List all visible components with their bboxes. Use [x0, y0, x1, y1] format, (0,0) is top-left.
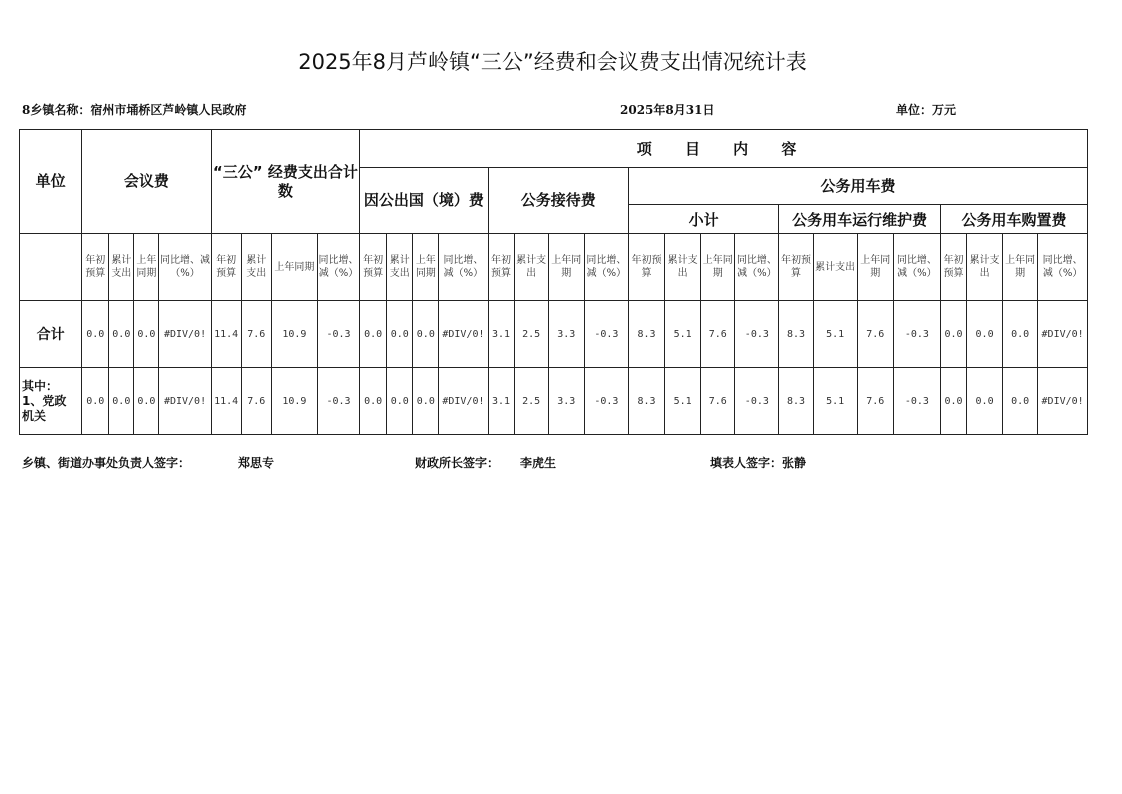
- column-header: 年初预算: [82, 234, 109, 301]
- table-cell: 0.0: [360, 368, 387, 435]
- table-cell: #DIV/0!: [159, 368, 211, 435]
- row-label-line: 1、党政: [22, 393, 67, 408]
- column-header: 上年同期: [134, 234, 159, 301]
- column-header: 累计支出: [967, 234, 1003, 301]
- table-cell: -0.3: [893, 368, 940, 435]
- table-cell: -0.3: [584, 301, 628, 368]
- row-label-party: [20, 368, 82, 435]
- header-vehicle-buy: 公务用车购置费: [940, 205, 1087, 234]
- leader-sign-name: 郑思专: [238, 456, 275, 470]
- table-cell: 8.3: [628, 301, 664, 368]
- header-items-content: 项 目 内 容: [360, 130, 1088, 168]
- township-name: 8乡镇名称：宿州市埇桥区芦岭镇人民政府: [22, 103, 247, 117]
- column-header: 年初预算: [488, 234, 514, 301]
- table-cell: 5.1: [665, 301, 701, 368]
- header-reception: 公务接待费: [488, 168, 628, 234]
- table-cell: 0.0: [82, 368, 109, 435]
- finance-sign-label: 财政所长签字：: [415, 456, 500, 470]
- table-cell: 0.0: [109, 368, 134, 435]
- table-cell: 0.0: [134, 301, 159, 368]
- table-cell: -0.3: [735, 368, 779, 435]
- column-header: 年初预算: [360, 234, 387, 301]
- header-vehicle-run: 公务用车运行维护费: [779, 205, 941, 234]
- table-cell: 2.5: [514, 301, 548, 368]
- table-cell: 8.3: [779, 368, 813, 435]
- table-cell: 3.3: [548, 368, 584, 435]
- table-cell: 0.0: [1003, 368, 1038, 435]
- unit-label: 单位：万元: [896, 103, 957, 117]
- page-title: 2025年8月芦岭镇“三公”经费和会议费支出情况统计表: [298, 50, 807, 74]
- table-cell: 0.0: [387, 368, 413, 435]
- table-cell: 0.0: [134, 368, 159, 435]
- table-cell: 0.0: [387, 301, 413, 368]
- table-cell: 2.5: [514, 368, 548, 435]
- column-header: 上年同期: [701, 234, 735, 301]
- table-cell: 0.0: [967, 301, 1003, 368]
- table-cell: #DIV/0!: [439, 301, 488, 368]
- table-cell: 7.6: [701, 301, 735, 368]
- table-cell: 11.4: [211, 368, 241, 435]
- table-cell: 7.6: [241, 301, 271, 368]
- column-header: 同比增、减（%）: [735, 234, 779, 301]
- table-cell: 7.6: [857, 368, 893, 435]
- table-cell: #DIV/0!: [439, 368, 488, 435]
- column-header: 累计支出: [813, 234, 857, 301]
- table-cell: 10.9: [271, 368, 317, 435]
- finance-sign-name: 李虎生: [520, 456, 557, 470]
- column-header: 同比增、减（%）: [1038, 234, 1088, 301]
- table-cell: 0.0: [940, 301, 966, 368]
- column-header: 上年同期: [271, 234, 317, 301]
- table-cell: 0.0: [967, 368, 1003, 435]
- table-cell: 8.3: [628, 368, 664, 435]
- column-header: 同比增、减（%）: [584, 234, 628, 301]
- table-cell: -0.3: [317, 301, 359, 368]
- row-label-total: 合计: [20, 301, 82, 368]
- table-cell: 8.3: [779, 301, 813, 368]
- column-header: 同比增、减（%）: [317, 234, 359, 301]
- table-cell: -0.3: [735, 301, 779, 368]
- table-cell: 0.0: [940, 368, 966, 435]
- table-cell: 5.1: [813, 368, 857, 435]
- row-label-line: 其中：: [22, 378, 59, 393]
- column-header: 累计支出: [109, 234, 134, 301]
- table-cell: 7.6: [857, 301, 893, 368]
- header-unit: 单位: [20, 130, 82, 234]
- header-abroad: 因公出国（境）费: [360, 168, 488, 234]
- table-cell: -0.3: [893, 301, 940, 368]
- column-header: 年初预算: [779, 234, 813, 301]
- header-unit-filler: [20, 234, 82, 301]
- table-cell: -0.3: [317, 368, 359, 435]
- filler-sign: 填表人签字：张静: [710, 456, 807, 470]
- table-cell: 3.3: [548, 301, 584, 368]
- table-cell: #DIV/0!: [1038, 368, 1088, 435]
- header-three-total: “三公” 经费支出合计数: [211, 130, 360, 234]
- column-header: 年初预算: [940, 234, 966, 301]
- table-cell: 0.0: [360, 301, 387, 368]
- table-cell: 11.4: [211, 301, 241, 368]
- table-cell: 5.1: [665, 368, 701, 435]
- column-header: 上年同期: [548, 234, 584, 301]
- table-cell: #DIV/0!: [159, 301, 211, 368]
- table-cell: 0.0: [413, 368, 439, 435]
- table-cell: 7.6: [701, 368, 735, 435]
- table-cell: #DIV/0!: [1038, 301, 1088, 368]
- table-cell: 3.1: [488, 301, 514, 368]
- report-date: 2025年8月31日: [620, 103, 715, 117]
- table-cell: 7.6: [241, 368, 271, 435]
- header-subtotal: 小计: [628, 205, 778, 234]
- table-cell: -0.3: [584, 368, 628, 435]
- column-header: 累计支出: [241, 234, 271, 301]
- expense-table: [19, 129, 1088, 435]
- column-header: 同比增、减（%）: [159, 234, 211, 301]
- table-cell: 3.1: [488, 368, 514, 435]
- table-cell: 10.9: [271, 301, 317, 368]
- table-cell: 0.0: [413, 301, 439, 368]
- table-cell: 5.1: [813, 301, 857, 368]
- row-label-line: 机关: [22, 408, 47, 423]
- column-header: 同比增、减（%）: [893, 234, 940, 301]
- header-meeting: 会议费: [82, 130, 211, 234]
- column-header: 上年同期: [1003, 234, 1038, 301]
- column-header: 累计支出: [514, 234, 548, 301]
- leader-sign-label: 乡镇、街道办事处负责人签字：: [22, 456, 191, 470]
- column-header: 上年同期: [857, 234, 893, 301]
- header-vehicle: 公务用车费: [628, 168, 1087, 205]
- column-header: 年初预算: [628, 234, 664, 301]
- column-header: 同比增、减（%）: [439, 234, 488, 301]
- table-cell: 0.0: [1003, 301, 1038, 368]
- table-cell: 0.0: [109, 301, 134, 368]
- column-header: 年初预算: [211, 234, 241, 301]
- table-cell: 0.0: [82, 301, 109, 368]
- column-header: 累计支出: [665, 234, 701, 301]
- column-header: 累计支出: [387, 234, 413, 301]
- column-header: 上年同期: [413, 234, 439, 301]
